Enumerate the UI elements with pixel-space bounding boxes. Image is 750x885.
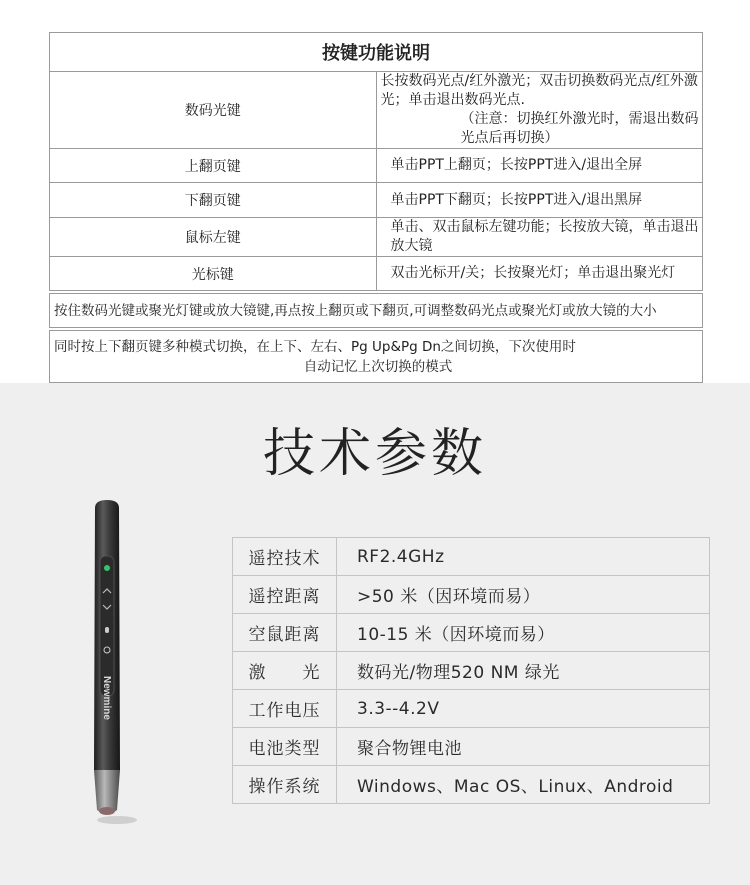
pen-brand-text: Newmine [101, 676, 112, 720]
mode-switch-note-line: 自动记忆上次切换的模式 [303, 358, 453, 375]
spec-value: 数码光/物理520 NM 绿光 [337, 652, 710, 690]
table-row [233, 766, 710, 804]
table-row [50, 218, 703, 257]
spec-label: 操作系统 [233, 766, 337, 804]
mode-switch-note [50, 331, 703, 383]
table-row [233, 728, 710, 766]
key-function-table [49, 32, 703, 383]
spec-value: Windows、Mac OS、Linux、Android [337, 766, 710, 804]
spec-value: 3.3--4.2V [337, 690, 710, 728]
key-name: 鼠标左键 [50, 218, 377, 257]
spec-heading: 技术参数 [262, 424, 487, 484]
spec-label: 遥控技术 [233, 538, 337, 576]
presenter-pen-image [80, 498, 150, 828]
spec-table [232, 537, 710, 804]
laser-button-icon [104, 565, 110, 571]
key-description [376, 72, 703, 149]
table-row [50, 149, 703, 183]
key-description: 单击PPT下翻页；长按PPT进入/退出黑屏 [376, 183, 703, 218]
key-table-title: 按键功能说明 [50, 33, 703, 72]
spec-label: 工作电压 [233, 690, 337, 728]
spec-value: 10-15 米（因环境而易） [337, 614, 710, 652]
table-row [233, 614, 710, 652]
table-row [50, 72, 703, 149]
key-function-section [0, 0, 750, 383]
spec-value: RF2.4GHz [337, 538, 710, 576]
tech-spec-section [0, 383, 750, 885]
table-row [233, 576, 710, 614]
spec-label: 激 光 [233, 652, 337, 690]
table-row [233, 652, 710, 690]
adjust-size-note: 按住数码光键或聚光灯键或放大镜键,再点按上翻页或下翻页,可调整数码光点或聚光灯或放大镜的大小 [50, 294, 703, 328]
spec-value: 聚合物锂电池 [337, 728, 710, 766]
key-name: 下翻页键 [50, 183, 377, 218]
table-row [50, 183, 703, 218]
table-row [233, 690, 710, 728]
key-description: 单击、双击鼠标左键功能；长按放大镜，单击退出放大镜 [376, 218, 703, 257]
spec-value: >50 米（因环境而易） [337, 576, 710, 614]
key-description-note: （注意：切换红外激光时，需退出数码光点后再切换） [460, 111, 699, 146]
key-description: 单击PPT上翻页；长按PPT进入/退出全屏 [376, 149, 703, 183]
spec-label: 遥控距离 [233, 576, 337, 614]
key-description-line: 长按数码光点/红外激光；双击切换数码光点/红外激光；单击退出数码光点. [380, 73, 698, 108]
mouse-icon [105, 627, 109, 633]
mode-switch-note-line: 同时按上下翻页键多种模式切换，在上下、左右、Pg Up&Pg Dn之间切换，下次使用时 [54, 338, 576, 355]
key-name: 上翻页键 [50, 149, 377, 183]
table-row [50, 257, 703, 291]
spec-label: 电池类型 [233, 728, 337, 766]
spec-label: 空鼠距离 [233, 614, 337, 652]
key-name: 数码光键 [50, 72, 377, 149]
table-row [233, 538, 710, 576]
key-name: 光标键 [50, 257, 377, 291]
table-row [50, 294, 703, 328]
table-row [50, 331, 703, 383]
key-description: 双击光标开/关；长按聚光灯；单击退出聚光灯 [376, 257, 703, 291]
